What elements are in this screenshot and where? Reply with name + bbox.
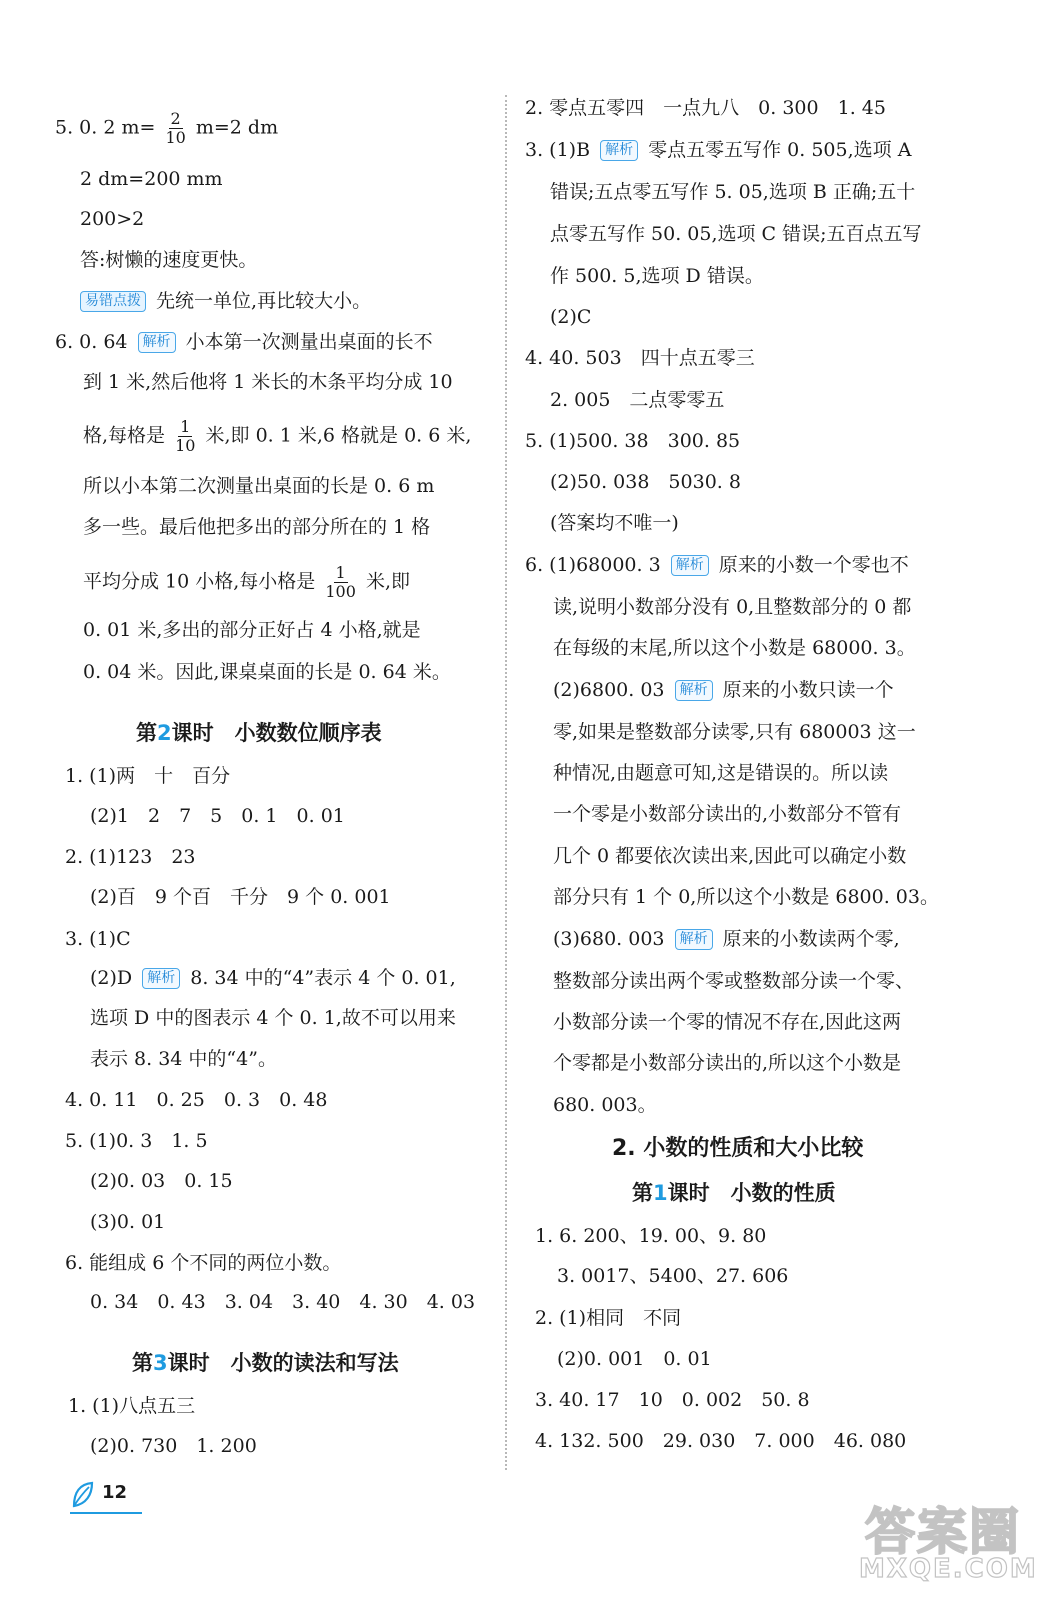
mistake-tip-tag: 易错点拨 [80,291,146,312]
lesson-1-answer-1-2: 3. 0017、5400、27. 606 [557,1265,789,1287]
answer-5-line-2: 2 dm=200 mm [80,168,223,190]
fraction: $\frac{1}{10}$ [175,417,196,455]
fraction: $\frac{1}{100}$ [325,563,356,601]
leaf-icon [70,1480,96,1510]
lesson-2-answer-3: 3. (1)C [65,928,131,950]
answer-r-6-5: 零,如果是整数部分读零,只有 680003 这一 [553,721,916,743]
lesson-1-answer-3: 3. 40. 17 10 0. 002 50. 8 [535,1389,810,1411]
answer-r-6-9: 部分只有 1 个 0,所以这个小数是 6800. 03。 [553,886,939,908]
answer-r-5-2: (2)50. 038 5030. 8 [550,471,741,493]
lesson-2-answer-3-4: 表示 8. 34 中的“4”。 [90,1048,277,1070]
answer-r-4-2: 2. 005 二点零零五 [550,389,725,411]
lesson-2-answer-2: 2. (1)123 23 [65,846,196,868]
answer-r-5-3: (答案均不唯一) [550,512,679,534]
lesson-3-answer-1: 1. (1)八点五三 [68,1395,196,1417]
answer-r-6-10: (3)680. 003 解析 原来的小数读两个零, [553,928,900,950]
lesson-2-answer-5-3: (3)0. 01 [90,1211,166,1233]
lesson-2-answer-4: 4. 0. 11 0. 25 0. 3 0. 48 [65,1089,328,1111]
lesson-1-answer-4: 4. 132. 500 29. 030 7. 000 46. 080 [535,1430,907,1452]
answer-r-3-5: (2)C [550,306,592,328]
lesson-3-heading: 第3课时 小数的读法和写法 [132,1351,399,1375]
answer-r-6: 6. (1)68000. 3 解析 原来的小数一个零也不 [525,554,909,576]
answer-5-line-3: 200>2 [80,208,145,230]
answer-r-3-4: 作 500. 5,选项 D 错误。 [550,265,764,287]
answer-6-line-4: 所以小本第二次测量出桌面的长是 0. 6 m [83,475,435,497]
lesson-1-answer-2: 2. (1)相同 不同 [535,1307,682,1329]
lesson-1-answer-2-2: (2)0. 001 0. 01 [557,1348,712,1370]
lesson-2-answer-3-3: 选项 D 中的图表示 4 个 0. 1,故不可以用来 [90,1007,456,1029]
column-divider [505,95,507,1470]
lesson-1-heading: 第1课时 小数的性质 [632,1181,836,1205]
answer-6-line-3: 格,每格是 $\frac{1}{10}$ 米,即 0. 1 米,6 格就是 0. 6 米, [83,417,472,455]
lesson-3-answer-1-2: (2)0. 730 1. 200 [90,1435,257,1457]
answer-5-tip: 易错点拨 先统一单位,再比较大小。 [76,287,371,315]
answer-r-3-3: 点零五写作 50. 05,选项 C 错误;五百点五写 [550,223,922,245]
answer-r-5: 5. (1)500. 38 300. 85 [525,430,741,452]
analysis-tag: 解析 [671,555,709,576]
answer-r-6-8: 几个 0 都要依次读出来,因此可以确定小数 [553,845,907,867]
answer-r-6-12: 小数部分读一个零的情况不存在,因此这两 [553,1011,902,1033]
answer-6-line-1: 6. 0. 64 解析 小本第一次测量出桌面的长不 [55,331,433,353]
lesson-2-answer-2-2: (2)百 9 个百 千分 9 个 0. 001 [90,886,391,908]
answer-6-line-5: 多一些。最后他把多出的部分所在的 1 格 [83,516,431,538]
answer-r-6-3: 在每级的末尾,所以这个小数是 68000. 3。 [553,637,916,659]
analysis-tag: 解析 [142,968,180,989]
watermark: 答案圈 MXQE.COM [859,1503,1038,1584]
answer-5-line-1: 5. 0. 2 m= $\frac{2}{10}$ m=2 dm [55,109,279,147]
lesson-2-answer-6: 6. 能组成 6 个不同的两位小数。 [65,1252,342,1274]
analysis-tag: 解析 [600,140,638,161]
fraction: $\frac{2}{10}$ [165,109,186,147]
lesson-2-heading: 第2课时 小数数位顺序表 [136,721,382,745]
answer-r-3: 3. (1)B 解析 零点五零五写作 0. 505,选项 A [525,139,912,161]
lesson-2-answer-5: 5. (1)0. 3 1. 5 [65,1130,208,1152]
lesson-2-answer-5-2: (2)0. 03 0. 15 [90,1170,233,1192]
section-2-heading: 2. 小数的性质和大小比较 [612,1136,864,1161]
answer-r-4: 4. 40. 503 四十点五零三 [525,347,755,369]
analysis-tag: 解析 [675,680,713,701]
answer-6-line-2: 到 1 米,然后他将 1 米长的木条平均分成 10 [83,371,453,393]
lesson-1-answer-1: 1. 6. 200、19. 00、9. 80 [535,1225,767,1247]
answer-r-6-13: 个零都是小数部分读出的,所以这个小数是 [553,1052,902,1074]
page-number-text: 12 [102,1482,128,1503]
answer-r-6-14: 680. 003。 [553,1094,657,1116]
lesson-2-answer-6-2: 0. 34 0. 43 3. 04 3. 40 4. 30 4. 03 [90,1291,476,1313]
answer-r-6-4: (2)6800. 03 解析 原来的小数只读一个 [553,679,894,701]
answer-6-line-8: 0. 04 米。因此,课桌桌面的长是 0. 64 米。 [83,661,451,683]
analysis-tag: 解析 [138,332,176,353]
lesson-2-answer-1-2: (2)1 2 7 5 0. 1 0. 01 [90,805,345,827]
page-number [70,1478,142,1514]
answer-r-6-7: 一个零是小数部分读出的,小数部分不管有 [553,803,902,825]
analysis-tag: 解析 [675,929,713,950]
answer-6-line-6: 平均分成 10 小格,每小格是 $\frac{1}{100}$ 米,即 [83,563,410,601]
answer-r-6-2: 读,说明小数部分没有 0,且整数部分的 0 都 [553,596,912,618]
lesson-2-answer-1: 1. (1)两 十 百分 [65,765,231,787]
answer-5-line-4: 答:树懒的速度更快。 [80,249,258,271]
answer-r-3-2: 错误;五点零五写作 5. 05,选项 B 正确;五十 [550,181,916,203]
answer-6-line-7: 0. 01 米,多出的部分正好占 4 小格,就是 [83,619,421,641]
answer-r-2: 2. 零点五零四 一点九八 0. 300 1. 45 [525,97,886,119]
answer-r-6-6: 种情况,由题意可知,这是错误的。所以读 [553,762,889,784]
lesson-2-answer-3-2: (2)D 解析 8. 34 中的“4”表示 4 个 0. 01, [90,967,456,989]
answer-r-6-11: 整数部分读出两个零或整数部分读一个零、 [553,970,915,992]
